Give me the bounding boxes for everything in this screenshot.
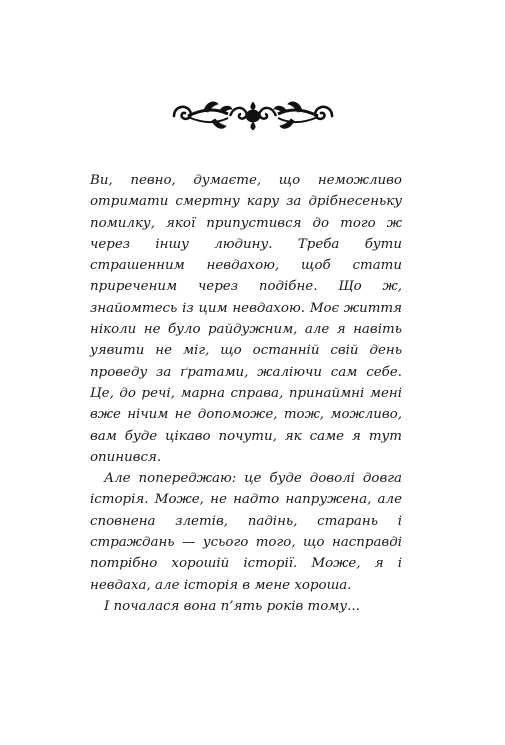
paragraph-1: Ви, певно, думаєте, що неможливо отримати смертну кару за дрібнесеньку помилку, якої припустився до того ж через іншу людину. Треба бути страшенним невдахою, щоб стати приреченим через подібне. Що ж, знайомтесь із цим невдахою. Моє життя ніколи не було райдужним, але я навіть уявити не міг, що останній свій день проведу за ґратами, жаліючи сам себе. Це, до речі, марна справа, принаймні мені вже нічим не допоможе, тож, можливо, вам буде цікаво почути, як саме я тут опинився. <box>90 173 402 465</box>
paragraph-3: І почалася вона п’ять років тому... <box>104 598 360 614</box>
floral-divider-icon <box>168 96 338 136</box>
main-text <box>90 170 402 617</box>
paragraph-2: Але попереджаю: це буде доволі довга історія. Може, не надто напружена, але сповнена злетів, падінь, старань і страждань — усього того, що насправді потрібно хорошій історії. Може, я і невдаха, але історія в мене хороша. <box>90 471 402 593</box>
